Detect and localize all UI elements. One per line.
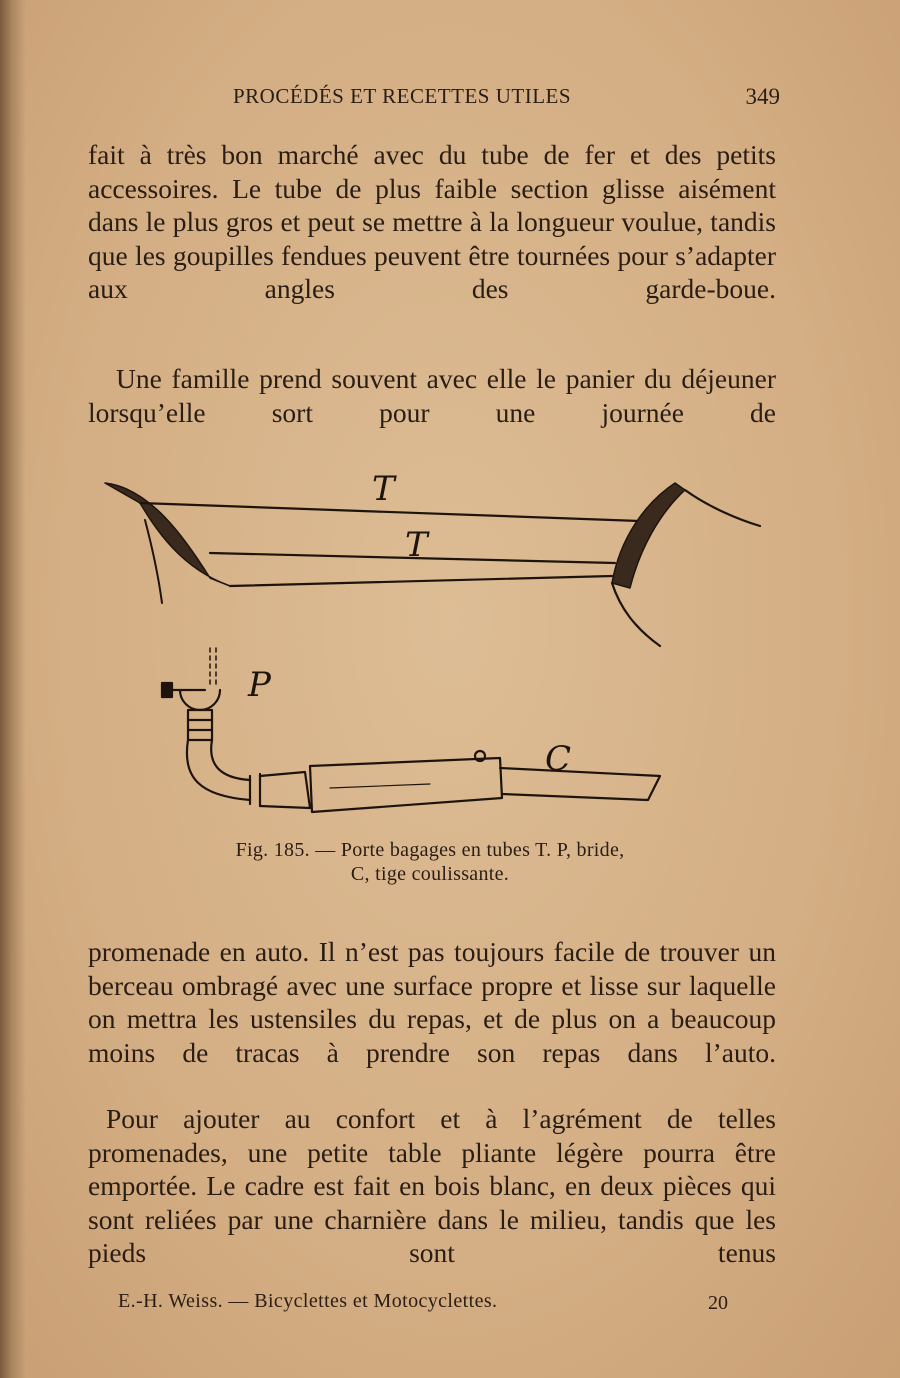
page-footer [118, 1290, 738, 1320]
signature-mark: 20 [708, 1292, 728, 1314]
paragraph-3: promenade en auto. Il n’est pas toujours facile de trouver un berceau ombragé avec une surface propre et lisse sur laquelle on mettra les ustensiles du repas, et de plus on a beaucoup moins de tracas à prendre son repas dans l’auto. [88, 936, 776, 1068]
footer-citation: E.-H. Weiss. — Bicyclettes et Motocyclettes. [118, 1290, 498, 1312]
label-t-lower: T [405, 525, 428, 565]
clamp-p [162, 648, 220, 740]
label-c: C [545, 739, 572, 779]
luggage-carrier-drawing [100, 458, 780, 828]
running-title: PROCÉDÉS ET RECETTES UTILES [233, 84, 572, 108]
page-binding-edge [0, 0, 26, 1378]
left-mudguard [105, 483, 230, 586]
label-p: P [248, 665, 271, 705]
page-number: 349 [745, 84, 780, 109]
figure-185-illustration [100, 458, 780, 828]
paragraph-1: fait à très bon marché avec du tube de fer et des petits accessoires. Le tube de plus faible section glisse aisément dans le plus gros et peut se mettre à la longueur voulue, tandis que les goupilles fendues peuvent être tournées pour s’adapter aux angles des garde-boue. [88, 139, 776, 304]
caption-line-2: C, tige coulissante. [350, 863, 510, 885]
caption-line-1: Fig. 185. — Porte bagages en tubes T. P, bride, [235, 839, 625, 861]
right-mudguard [612, 483, 685, 588]
paragraph-4: Pour ajouter au confort et à l’agrément de telles promenades, une petite table pliante légère pourra être emportée. Le cadre est fait en bois blanc, en deux pièces qui sont reliées par une charnière dans le milieu, tandis que les pieds sont tenus [88, 1103, 776, 1268]
label-t-upper: T [372, 469, 395, 509]
page-header [88, 84, 788, 114]
figure-caption [110, 838, 750, 886]
lower-tube-bottom [230, 576, 612, 586]
paragraph-2: Une famille prend souvent avec elle le panier du déjeuner lorsqu’elle sort pour une journée de [88, 363, 776, 428]
sliding-rod-c [187, 740, 660, 812]
